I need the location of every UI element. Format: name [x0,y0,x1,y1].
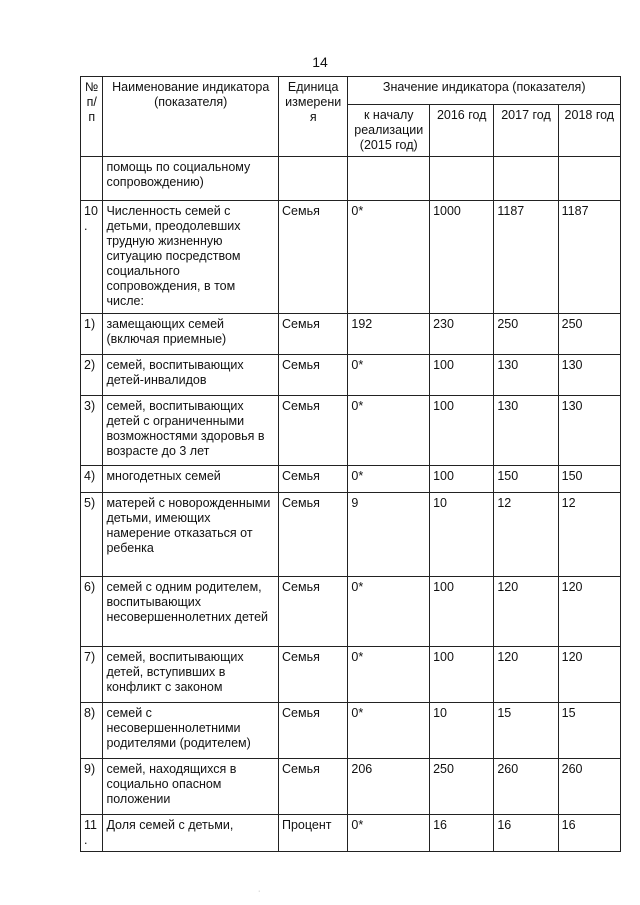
value-2016-cell: 230 [430,314,494,355]
unit-cell [279,157,348,201]
row-number: 11. [81,815,103,852]
value-2016-cell: 1000 [430,201,494,314]
value-2018-cell: 130 [558,355,620,396]
indicator-name: помощь по социальному сопровождению) [103,157,279,201]
row-number: 2) [81,355,103,396]
value-2018-cell: 1187 [558,201,620,314]
indicator-table [80,76,621,852]
table-header [81,77,621,157]
base-value-cell: 0* [348,355,430,396]
base-value-cell: 9 [348,493,430,577]
value-2018-cell: 15 [558,703,620,759]
value-2016-cell: 100 [430,466,494,493]
unit-cell: Семья [279,759,348,815]
unit-cell: Семья [279,703,348,759]
base-value-cell: 192 [348,314,430,355]
value-2018-cell: 260 [558,759,620,815]
value-2017-cell: 1187 [494,201,558,314]
table-row [81,201,621,314]
header-base: к началу реализации (2015 год) [348,105,430,157]
value-2017-cell [494,157,558,201]
table-row [81,396,621,466]
header-value-group: Значение индикатора (показателя) [348,77,621,105]
indicator-name: семей, воспитывающих детей-инвалидов [103,355,279,396]
table-row [81,493,621,577]
table-row [81,759,621,815]
row-number: 8) [81,703,103,759]
unit-cell: Семья [279,577,348,647]
unit-cell: Семья [279,647,348,703]
row-number: 10. [81,201,103,314]
value-2017-cell: 150 [494,466,558,493]
base-value-cell: 0* [348,396,430,466]
header-unit: Единица измерения [279,77,348,157]
header-row [81,77,621,105]
base-value-cell: 0* [348,466,430,493]
unit-cell: Процент [279,815,348,852]
value-2017-cell: 250 [494,314,558,355]
value-2016-cell: 100 [430,396,494,466]
header-num: № п/п [81,77,103,157]
row-number: 3) [81,396,103,466]
row-number: 5) [81,493,103,577]
unit-cell: Семья [279,396,348,466]
value-2018-cell: 250 [558,314,620,355]
value-2018-cell [558,157,620,201]
indicator-name: семей с одним родителем, воспитывающих несовершеннолетних детей [103,577,279,647]
table-row [81,815,621,852]
unit-cell: Семья [279,314,348,355]
header-2017: 2017 год [494,105,558,157]
value-2017-cell: 130 [494,355,558,396]
row-number: 6) [81,577,103,647]
value-2016-cell: 100 [430,577,494,647]
value-2017-cell: 120 [494,647,558,703]
value-2018-cell: 16 [558,815,620,852]
row-number: 7) [81,647,103,703]
value-2018-cell: 130 [558,396,620,466]
value-2018-cell: 120 [558,647,620,703]
row-number [81,157,103,201]
base-value-cell [348,157,430,201]
value-2017-cell: 12 [494,493,558,577]
value-2018-cell: 12 [558,493,620,577]
indicator-name: замещающих семей (включая приемные) [103,314,279,355]
value-2017-cell: 120 [494,577,558,647]
unit-cell: Семья [279,493,348,577]
row-number: 1) [81,314,103,355]
value-2016-cell [430,157,494,201]
indicator-name: многодетных семей [103,466,279,493]
value-2016-cell: 10 [430,493,494,577]
value-2017-cell: 130 [494,396,558,466]
base-value-cell: 0* [348,577,430,647]
header-name: Наименование индикатора (показателя) [103,77,279,157]
base-value-cell: 0* [348,647,430,703]
unit-cell: Семья [279,466,348,493]
header-2018: 2018 год [558,105,620,157]
scan-mark: · [258,888,261,895]
indicator-name: Доля семей с детьми, [103,815,279,852]
table-row [81,314,621,355]
value-2016-cell: 250 [430,759,494,815]
unit-cell: Семья [279,355,348,396]
base-value-cell: 0* [348,815,430,852]
indicator-name: матерей с новорожденными детьми, имеющих намерение отказаться от ребенка [103,493,279,577]
value-2016-cell: 100 [430,355,494,396]
indicator-name: семей, воспитывающих детей с ограниченными возможностями здоровья в возрасте до 3 лет [103,396,279,466]
indicator-name: семей с несовершеннолетними родителями (родителем) [103,703,279,759]
table-row [81,355,621,396]
row-number: 4) [81,466,103,493]
table-row [81,466,621,493]
table-body [81,157,621,852]
table-row [81,703,621,759]
row-number: 9) [81,759,103,815]
value-2016-cell: 10 [430,703,494,759]
value-2018-cell: 120 [558,577,620,647]
page-number: 14 [312,54,328,70]
value-2016-cell: 16 [430,815,494,852]
table-row [81,577,621,647]
value-2018-cell: 150 [558,466,620,493]
value-2017-cell: 260 [494,759,558,815]
indicator-name: семей, находящихся в социально опасном положении [103,759,279,815]
table-row [81,157,621,201]
value-2017-cell: 16 [494,815,558,852]
unit-cell: Семья [279,201,348,314]
indicator-name: семей, воспитывающих детей, вступивших в конфликт с законом [103,647,279,703]
base-value-cell: 0* [348,703,430,759]
value-2017-cell: 15 [494,703,558,759]
table-row [81,647,621,703]
base-value-cell: 206 [348,759,430,815]
header-2016: 2016 год [430,105,494,157]
base-value-cell: 0* [348,201,430,314]
value-2016-cell: 100 [430,647,494,703]
indicator-name: Численность семей с детьми, преодолевших трудную жизненную ситуацию посредством социального сопровождения, в том числе: [103,201,279,314]
